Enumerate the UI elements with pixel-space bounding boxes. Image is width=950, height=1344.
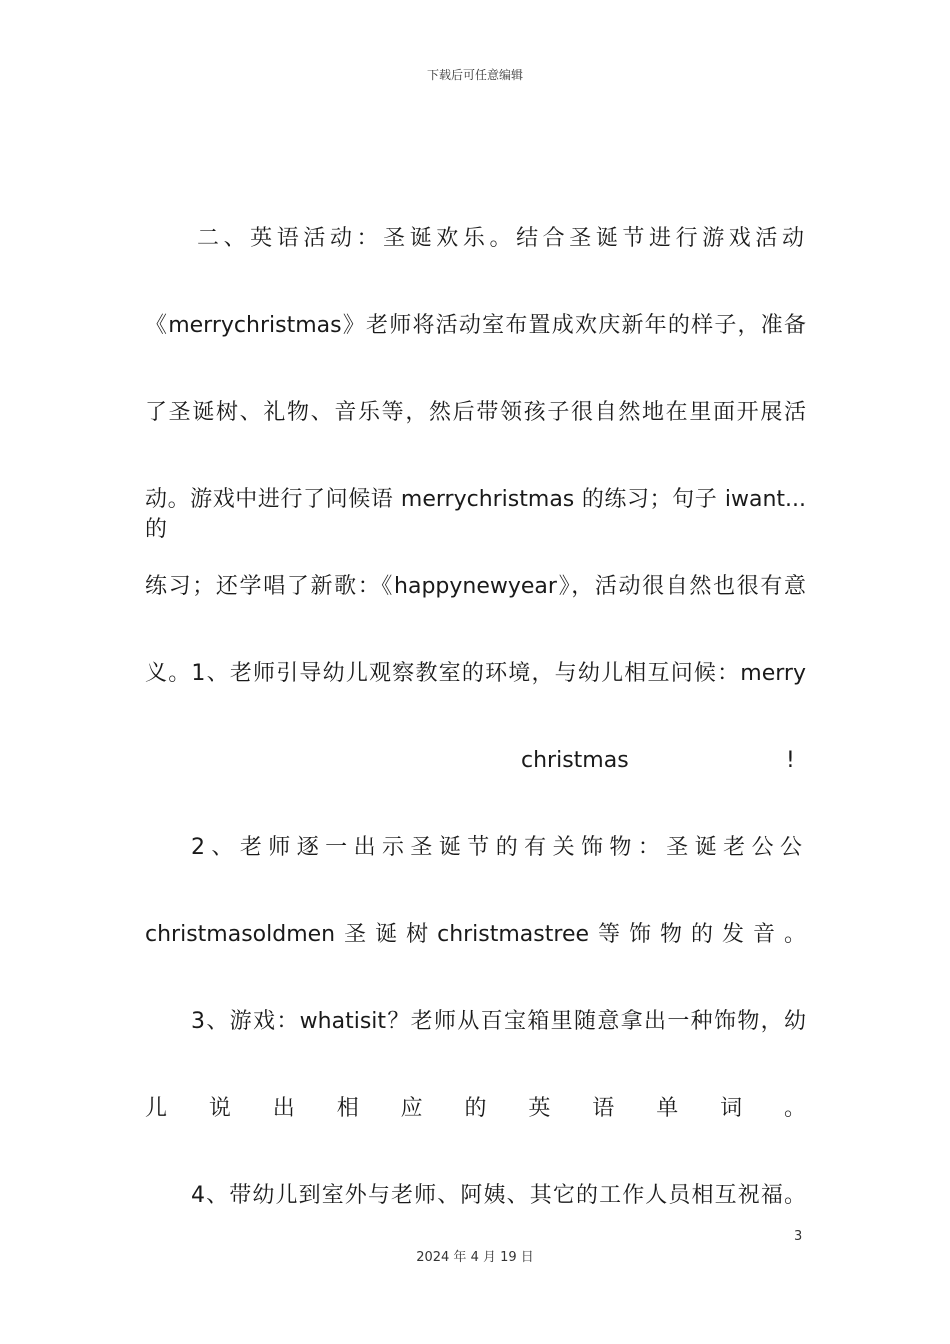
- paragraph-line-3: 了圣诞树、礼物、音乐等，然后带领孩子很自然地在里面开展活: [145, 400, 806, 425]
- paragraph-line-9: christmasoldmen 圣 诞 树 christmastree 等 饰 物 的 发 音 。: [145, 922, 806, 947]
- word-christmas: christmas: [521, 748, 629, 773]
- paragraph-line-4: 动。游戏中进行了问候语 merrychristmas 的练习；句子 iwant...的: [145, 487, 806, 542]
- page-footer-date: 2024 年 4 月 19 日: [416, 1250, 534, 1265]
- paragraph-line-12: 4、带幼儿到室外与老师、阿姨、其它的工作人员相互祝福。: [191, 1183, 806, 1208]
- paragraph-line-2: 《merrychristmas》老师将活动室布置成欢庆新年的样子，准备: [145, 313, 806, 338]
- paragraph-line-6: 义。1、老师引导幼儿观察教室的环境，与幼儿相互问候：merry: [145, 661, 806, 686]
- paragraph-line-11: 儿 说 出 相 应 的 英 语 单 词 。: [145, 1096, 806, 1121]
- paragraph-line-8: 2、老师逐一出示圣诞节的有关饰物：圣诞老公公: [191, 835, 806, 860]
- paragraph-line-5: 练习；还学唱了新歌：《happynewyear》，活动很自然也很有意: [145, 574, 806, 599]
- page-number: 3: [794, 1229, 803, 1244]
- paragraph-line-10: 3、游戏：whatisit？老师从百宝箱里随意拿出一种饰物，幼: [191, 1009, 806, 1034]
- exclamation-mark: !: [786, 748, 795, 773]
- page-header: 下载后可任意编辑: [426, 68, 523, 82]
- paragraph-line-1: 二、英语活动：圣诞欢乐。结合圣诞节进行游戏活动: [197, 226, 806, 251]
